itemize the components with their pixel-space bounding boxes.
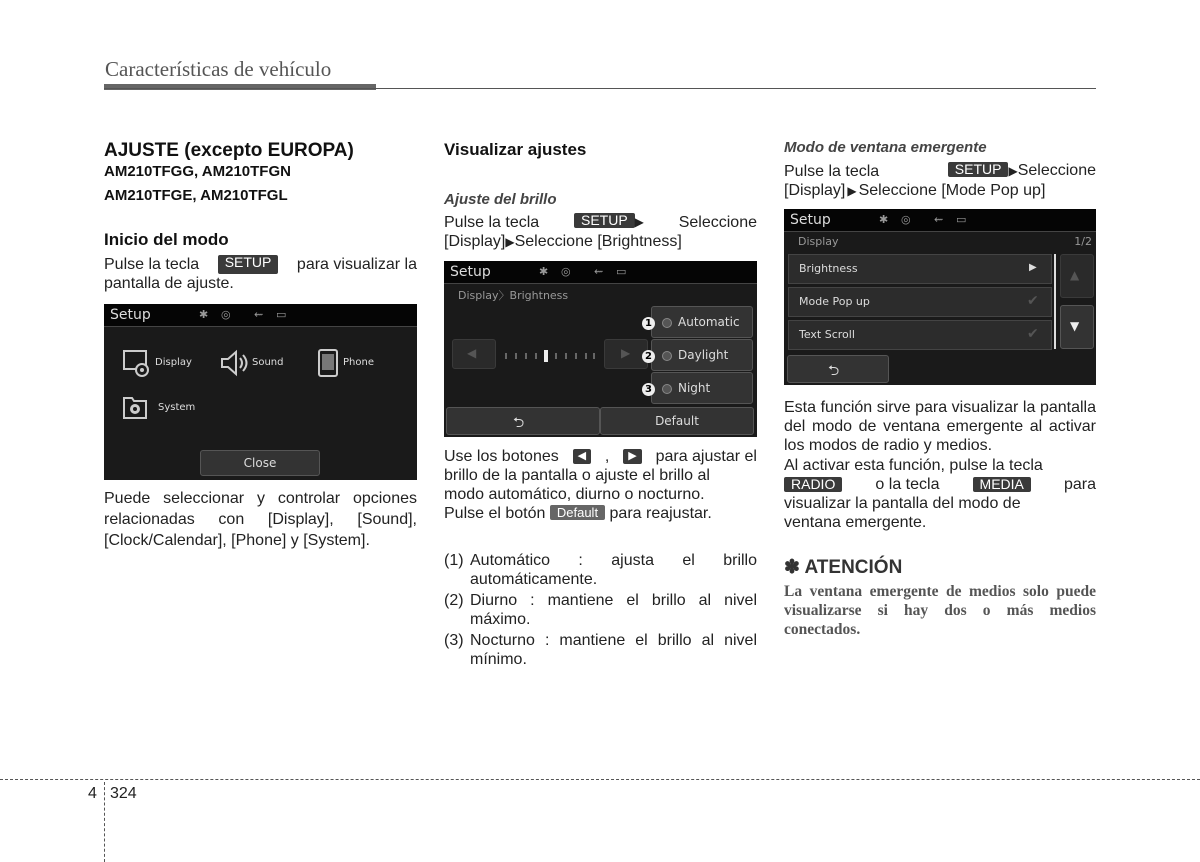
setup-key-label: SETUP xyxy=(218,255,279,274)
text-fragment: pantalla de ajuste. xyxy=(104,275,234,292)
default-key-label: Default xyxy=(550,505,605,520)
display-gear-icon xyxy=(122,348,152,378)
brightness-screenshot xyxy=(444,261,757,437)
footer-vertical-divider xyxy=(104,782,105,862)
back-arrow-icon: ⮌ xyxy=(513,415,525,431)
radio-icon xyxy=(662,351,672,361)
default-button[interactable] xyxy=(600,407,754,435)
default-button-label: Default xyxy=(655,414,699,428)
text-fragment: para ajustar el xyxy=(655,448,757,465)
screen-title: Setup xyxy=(110,307,151,323)
arrow-right-icon: ▶ xyxy=(1029,262,1037,273)
battery-icon: ▭ xyxy=(276,308,287,321)
screen-title-bar xyxy=(444,261,757,284)
back-button[interactable] xyxy=(446,407,600,435)
callout-number: 1 xyxy=(642,317,655,330)
text-fragment: modo automático, diurno o nocturno. xyxy=(444,486,705,503)
screen-title: Setup xyxy=(790,212,831,228)
list-item-number: (1) xyxy=(444,552,464,569)
bluetooth-icon: ✱ xyxy=(879,213,889,226)
option-night[interactable] xyxy=(645,372,753,404)
usb-icon: ⇜ xyxy=(934,213,944,226)
model-codes-line1: AM210TFGG, AM210TFGN xyxy=(104,163,291,180)
scroll-up-button[interactable] xyxy=(1060,254,1094,298)
caution-text: La ventana emergente de medios solo puede visualizarse si hay dos o más medios conectados. xyxy=(784,583,1096,638)
battery-icon: ▭ xyxy=(956,213,967,226)
right-key-icon: ▶ xyxy=(623,449,641,464)
speaker-icon xyxy=(219,348,249,378)
menu-item-display[interactable] xyxy=(122,348,202,378)
option-label: Night xyxy=(678,381,711,395)
menu-item-phone[interactable] xyxy=(316,348,396,378)
list-item xyxy=(444,551,757,589)
list-row-label: Mode Pop up xyxy=(799,295,870,308)
setup-key-label: SETUP xyxy=(574,213,635,228)
text-fragment: para reajustar. xyxy=(609,505,712,522)
checkbox-icon: ✔ xyxy=(1027,326,1039,342)
text-fragment: Seleccione [Brightness] xyxy=(514,233,682,250)
list-row-label: Text Scroll xyxy=(799,328,855,341)
list-row-label: Brightness xyxy=(799,262,858,275)
subtitle-ventana: Modo de ventana emergente xyxy=(784,139,987,156)
option-label: Automatic xyxy=(678,315,740,329)
usb-icon: ⇜ xyxy=(254,308,264,321)
chapter-number: 4 xyxy=(88,785,97,802)
list-item-text: Automático : ajusta el brillo automáticamente. xyxy=(470,552,757,588)
display-settings-screenshot xyxy=(784,209,1096,385)
scroll-down-button[interactable] xyxy=(1060,305,1094,349)
text-fragment: o la tecla xyxy=(875,476,940,493)
brightness-decrease-button[interactable] xyxy=(452,339,496,369)
disc-icon: ◎ xyxy=(561,265,571,278)
arrow-right-icon: ▶ xyxy=(1008,164,1018,178)
phone-icon xyxy=(316,348,342,378)
arrow-right-icon: ▶ xyxy=(505,235,515,249)
disc-icon: ◎ xyxy=(221,308,231,321)
text-fragment: Seleccione xyxy=(678,213,757,231)
arrow-left-icon: ◀ xyxy=(467,346,477,360)
bluetooth-icon: ✱ xyxy=(539,265,549,278)
text-fragment: Al activar esta función, pulse la tecla xyxy=(784,457,1043,474)
slider-ticks xyxy=(502,350,598,362)
model-codes-line2: AM210TFGE, AM210TFGL xyxy=(104,187,288,204)
text-fragment: Pulse la tecla xyxy=(104,256,200,273)
paragraph-ventana xyxy=(784,161,1096,201)
text-fragment: , xyxy=(604,448,610,465)
arrow-down-icon: ▼ xyxy=(1070,319,1080,333)
text-fragment: para xyxy=(1063,476,1096,493)
list-item-number: (2) xyxy=(444,592,464,609)
option-automatic[interactable] xyxy=(645,306,753,338)
close-button[interactable] xyxy=(200,450,320,476)
paragraph-inicio xyxy=(104,255,417,293)
list-item-text: Nocturno : mantiene el brillo al nivel mínimo. xyxy=(470,632,757,668)
callout-number: 3 xyxy=(642,383,655,396)
brightness-slider[interactable] xyxy=(502,347,598,359)
header-rule xyxy=(104,88,1096,89)
menu-item-system[interactable] xyxy=(122,394,212,424)
list-header: Display xyxy=(798,235,839,248)
menu-item-label: System xyxy=(158,402,196,413)
paragraph-options: Puede seleccionar y controlar opciones relacionadas con [Display], [Sound], [Clock/Calendar], [Phone] y [System]. xyxy=(104,490,417,549)
screen-title-bar xyxy=(104,304,417,327)
list-item-number: (3) xyxy=(444,632,464,649)
battery-icon: ▭ xyxy=(616,265,627,278)
text-fragment: Pulse el botón xyxy=(444,505,546,522)
arrow-right-icon: ▶ xyxy=(634,215,644,229)
disc-icon: ◎ xyxy=(901,213,911,226)
menu-item-label: Sound xyxy=(252,357,284,368)
list-row-brightness[interactable] xyxy=(788,254,1052,284)
brightness-mode-list xyxy=(444,551,757,669)
list-item-text: Diurno : mantiene el brillo al nivel máximo. xyxy=(470,592,757,628)
page-indicator: 1/2 xyxy=(1074,235,1092,248)
text-fragment: Use los botones xyxy=(444,448,559,465)
caution-title: ✽ ATENCIÓN xyxy=(784,557,903,578)
radio-icon xyxy=(662,318,672,328)
bluetooth-icon: ✱ xyxy=(199,308,209,321)
footer-divider xyxy=(0,779,1200,780)
callout-number: 2 xyxy=(642,350,655,363)
left-key-icon: ◀ xyxy=(573,449,591,464)
option-label: Daylight xyxy=(678,348,729,362)
subsection-title-visualizar: Visualizar ajustes xyxy=(444,140,587,159)
screen-title: Setup xyxy=(450,264,491,280)
page-number: 324 xyxy=(110,785,137,802)
paragraph-activar xyxy=(784,456,1096,532)
text-fragment: Pulse la tecla xyxy=(444,213,540,231)
paragraph-botones xyxy=(444,447,757,523)
list-row-text-scroll[interactable] xyxy=(788,320,1052,350)
text-fragment: [Display] xyxy=(784,182,846,199)
page-header-title: Características de vehículo xyxy=(105,57,332,81)
back-button[interactable] xyxy=(787,355,889,383)
menu-item-label: Display xyxy=(155,357,192,368)
setup-menu-screenshot xyxy=(104,304,417,480)
text-fragment: para visualizar la xyxy=(296,256,417,273)
menu-item-sound[interactable] xyxy=(219,348,299,378)
text-fragment: visualizar la pantalla del modo de xyxy=(784,495,1021,512)
radio-icon xyxy=(662,384,672,394)
screen-title-bar xyxy=(784,209,1096,232)
section-heading-ajuste: AJUSTE (excepto EUROPA) xyxy=(104,140,354,161)
text-fragment: Seleccione [Mode Pop up] xyxy=(858,182,1046,199)
text-fragment: Pulse la tecla xyxy=(784,162,880,180)
option-daylight[interactable] xyxy=(645,339,753,371)
text-fragment: ventana emergente. xyxy=(784,514,927,531)
list-row-mode-pop-up[interactable] xyxy=(788,287,1052,317)
checkbox-icon: ✔ xyxy=(1027,293,1039,309)
arrow-right-icon: ▶ xyxy=(621,346,631,360)
subtitle-brillo: Ajuste del brillo xyxy=(444,191,557,208)
list-item xyxy=(444,631,757,669)
back-arrow-icon: ⮌ xyxy=(828,363,840,379)
arrow-right-icon: ▶ xyxy=(847,184,857,198)
usb-icon: ⇜ xyxy=(594,265,604,278)
system-gear-icon xyxy=(122,394,148,420)
scrollbar[interactable] xyxy=(1054,254,1056,349)
radio-key-label: RADIO xyxy=(784,477,842,492)
text-fragment: Seleccione xyxy=(1017,162,1096,179)
arrow-up-icon: ▲ xyxy=(1070,268,1080,282)
text-fragment: brillo de la pantalla o ajuste el brillo al xyxy=(444,467,710,484)
paragraph-brillo xyxy=(444,212,757,252)
menu-item-label: Phone xyxy=(343,357,374,368)
breadcrumb: Display〉Brightness xyxy=(458,289,569,302)
setup-key-label: SETUP xyxy=(948,162,1009,177)
close-button-label: Close xyxy=(243,456,277,470)
list-item xyxy=(444,591,757,629)
subsection-title-inicio: Inicio del modo xyxy=(104,230,229,249)
media-key-label: MEDIA xyxy=(973,477,1031,492)
paragraph-funcion: Esta función sirve para visualizar la pantalla del modo de ventana emergente al activar los modos de radio y medios. xyxy=(784,399,1096,454)
header-rule-accent xyxy=(104,84,376,90)
text-fragment: [Display] xyxy=(444,233,506,250)
